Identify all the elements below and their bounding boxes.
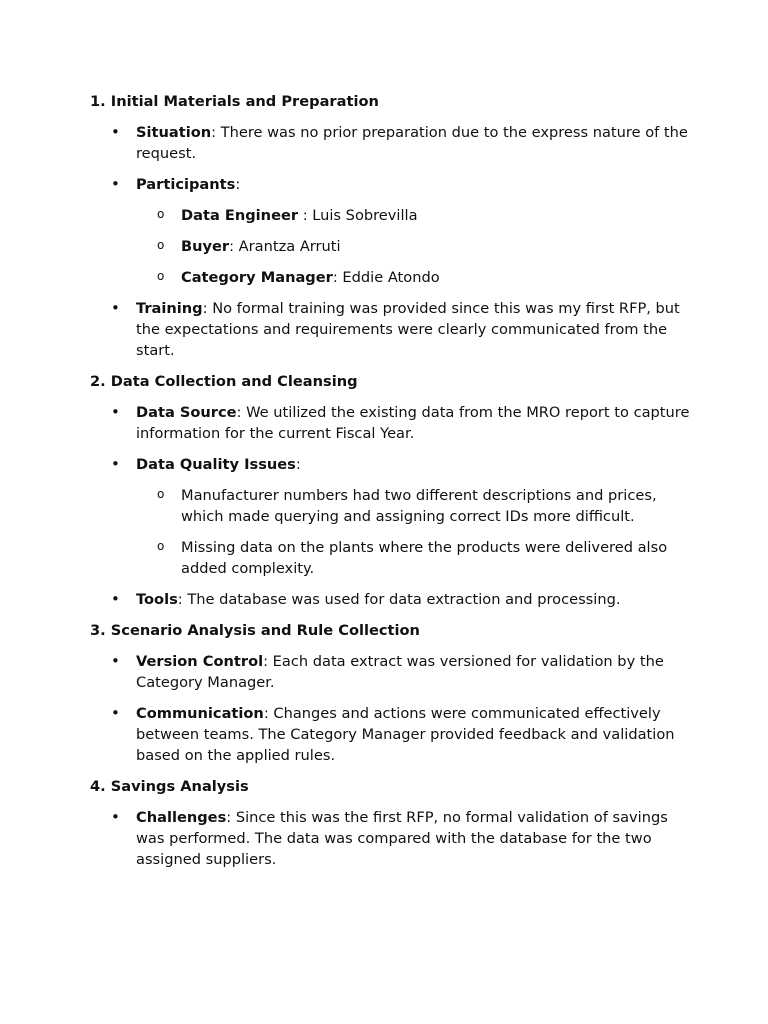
item-text: : Eddie Atondo: [332, 269, 440, 286]
item-text: : There was no prior preparation due to the express nature of the request.: [136, 124, 688, 162]
list-item: [90, 402, 690, 444]
sub-list-item: [90, 236, 690, 257]
bullet-marker: •: [111, 808, 120, 826]
item-label: Training: [136, 300, 203, 317]
bullet-marker: •: [111, 123, 120, 141]
item-label: Data Engineer: [181, 207, 299, 224]
sub-bullet-marker: o: [157, 207, 165, 221]
bullet-marker: •: [111, 704, 120, 722]
item-text: : Luis Sobrevilla: [298, 207, 418, 224]
bullet-marker: •: [111, 175, 120, 193]
item-label: Tools: [136, 591, 178, 608]
item-text: : Arantza Arruti: [229, 238, 341, 255]
sub-list-item: [90, 485, 690, 527]
item-label: Category Manager: [181, 269, 333, 286]
item-text: Missing data on the plants where the products were delivered also added complexity.: [181, 539, 668, 577]
sub-bullet-marker: o: [157, 539, 165, 553]
bullet-marker: •: [111, 652, 120, 670]
sub-bullet-marker: o: [157, 238, 165, 252]
item-text: : The database was used for data extraction and processing.: [177, 591, 621, 608]
item-label: Buyer: [181, 238, 230, 255]
list-item: [90, 807, 690, 870]
list-item: [90, 703, 690, 766]
section-heading: 3. Scenario Analysis and Rule Collection: [90, 622, 420, 639]
item-label: Data Quality Issues: [136, 456, 296, 473]
sub-list-item: [90, 537, 690, 579]
item-label: Version Control: [136, 653, 264, 670]
item-label: Challenges: [136, 809, 227, 826]
item-text: Manufacturer numbers had two different descriptions and prices, which made querying and assigning correct IDs more difficult.: [181, 487, 657, 525]
bullet-marker: •: [111, 299, 120, 317]
item-text: : Since this was the first RFP, no formal validation of savings was performed. The data was compared with the database for the two assigned suppliers.: [136, 809, 668, 868]
bullet-marker: •: [111, 403, 120, 421]
bullet-marker: •: [111, 590, 120, 608]
section-heading: 4. Savings Analysis: [90, 778, 249, 795]
item-text: : We utilized the existing data from the MRO report to capture information for the current Fiscal Year.: [136, 404, 690, 442]
item-text: :: [235, 176, 241, 193]
item-text: : Each data extract was versioned for validation by the Category Manager.: [136, 653, 664, 691]
sub-list-item: [90, 205, 690, 226]
section-heading: 1. Initial Materials and Preparation: [90, 93, 379, 110]
list-item: [90, 651, 690, 693]
item-label: Communication: [136, 705, 264, 722]
item-text: : No formal training was provided since this was my first RFP, but the expectations and requirements were clearly communicated from the start.: [136, 300, 680, 359]
item-label: Situation: [136, 124, 212, 141]
list-item: [90, 122, 690, 164]
bullet-marker: •: [111, 455, 120, 473]
section-heading: 2. Data Collection and Cleansing: [90, 373, 358, 390]
sub-bullet-marker: o: [157, 487, 165, 501]
list-item: [90, 589, 690, 610]
item-label: Participants: [136, 176, 236, 193]
sub-list-item: [90, 267, 690, 288]
item-text: : Changes and actions were communicated effectively between teams. The Category Manager provided feedback and validation based on the applied rules.: [136, 705, 675, 764]
list-item: [90, 174, 690, 195]
document-content: [90, 91, 690, 880]
item-label: Data Source: [136, 404, 237, 421]
item-text: :: [295, 456, 301, 473]
sub-bullet-marker: o: [157, 269, 165, 283]
list-item: [90, 298, 690, 361]
list-item: [90, 454, 690, 475]
